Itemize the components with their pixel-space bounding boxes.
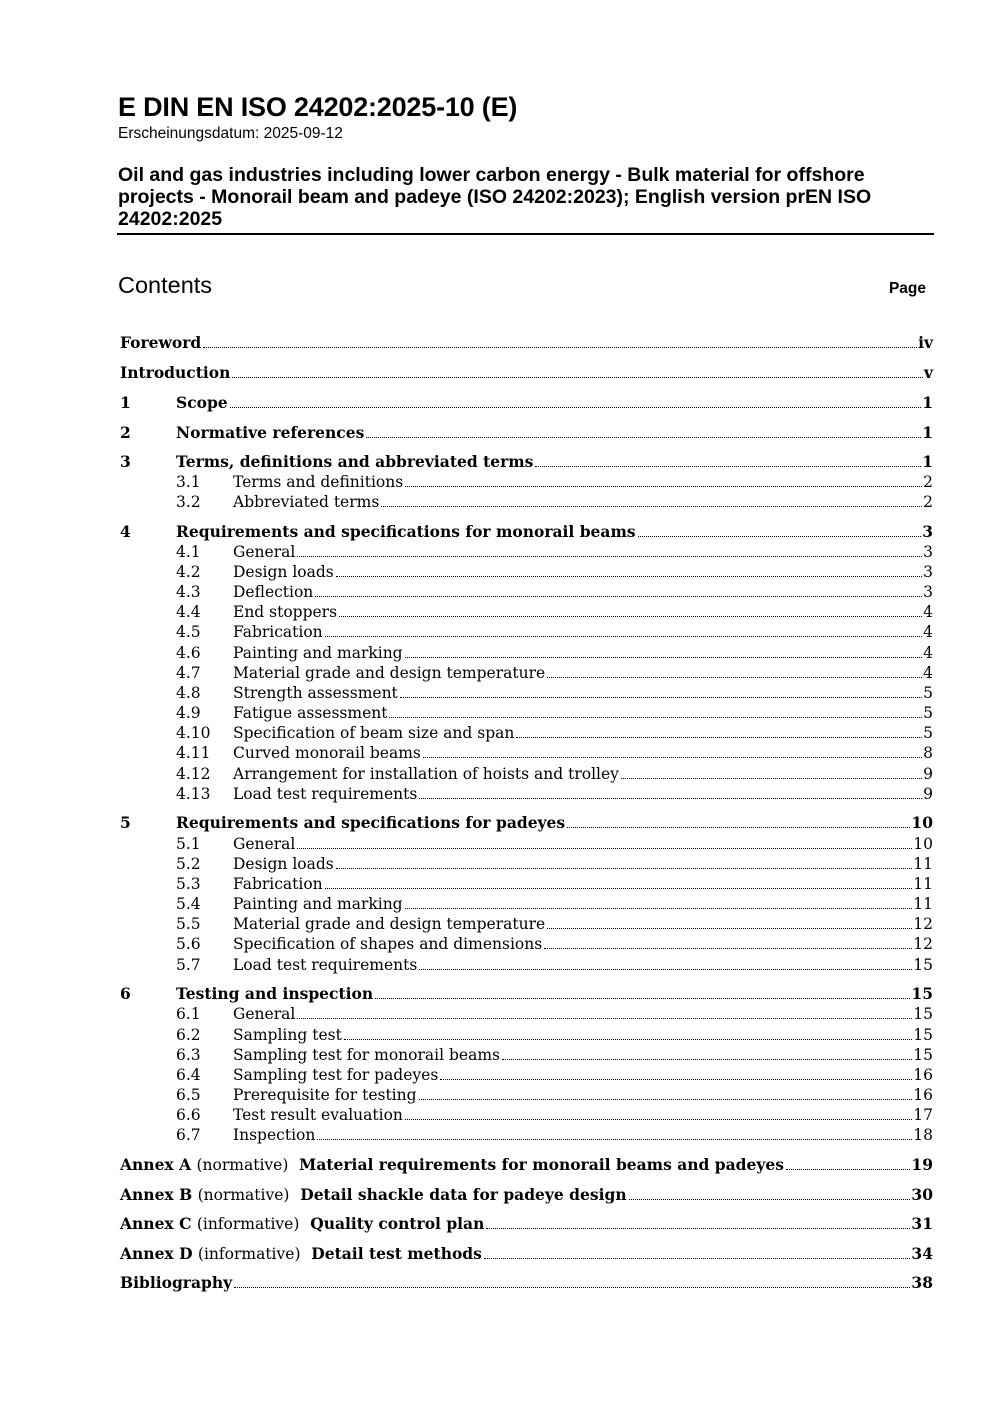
toc-entry-6[interactable] (120, 984, 933, 1004)
toc-entry-page: 4 (923, 644, 933, 662)
toc-entry-page: 16 (913, 1066, 933, 1084)
toc-entry-6-7[interactable] (176, 1125, 933, 1145)
toc-entry-number: 4 (120, 522, 131, 541)
toc-entry-4[interactable] (120, 522, 933, 542)
toc-entry-4-2[interactable] (176, 562, 933, 582)
dot-leader (297, 1018, 912, 1019)
toc-entry-6-2[interactable] (176, 1025, 933, 1045)
annex-type: (normative) (196, 1156, 289, 1174)
toc-entry-number: 4.11 (176, 744, 211, 762)
toc-entry-number: 4.8 (176, 684, 201, 702)
toc-entry-title: General (233, 543, 296, 561)
toc-entry-6-4[interactable] (176, 1065, 933, 1085)
toc-entry-page: 5 (923, 724, 933, 742)
toc-entry-number: 6.1 (176, 1005, 201, 1023)
toc-entry-title: Deflection (233, 583, 314, 601)
toc-entry-page: 16 (913, 1086, 933, 1104)
dot-leader (535, 466, 921, 467)
toc-entry-title: Terms and definitions (233, 473, 404, 491)
toc-entry-page: 38 (911, 1273, 933, 1292)
dot-leader (547, 677, 922, 678)
page-column-heading: Page (888, 280, 926, 297)
dot-leader (297, 556, 922, 557)
toc-entry-title: Requirements and specifications for padeyes (176, 813, 566, 832)
toc-entry-number: 5 (120, 813, 131, 832)
toc-entry-page: 18 (913, 1126, 933, 1144)
dot-leader (502, 1059, 912, 1060)
toc-entry-4-3[interactable] (176, 582, 933, 602)
toc-entry-number: 6.3 (176, 1046, 201, 1064)
toc-entry-title: Curved monorail beams (233, 744, 421, 762)
toc-entry-title: Design loads (233, 855, 334, 873)
toc-entry-title: Detail test methods (311, 1244, 482, 1263)
toc-entry-page: 30 (911, 1185, 933, 1204)
dot-leader (339, 616, 922, 617)
toc-entry-title: Inspection (233, 1126, 316, 1144)
toc-entry-5-5[interactable] (176, 914, 933, 934)
toc-entry-annex-d[interactable] (120, 1244, 933, 1264)
dot-leader (567, 827, 910, 828)
dot-leader (232, 377, 923, 378)
toc-entry-foreword[interactable] (120, 333, 933, 353)
toc-entry-title: Design loads (233, 563, 334, 581)
toc-entry-title: Fabrication (233, 623, 323, 641)
dot-leader (547, 928, 912, 929)
toc-entry-page: 2 (923, 473, 933, 491)
toc-entry-title: Prerequisite for testing (233, 1086, 417, 1104)
toc-entry-number: 4.4 (176, 603, 201, 621)
toc-entry-4-12[interactable] (176, 764, 933, 784)
toc-entry-title: Introduction (120, 363, 231, 382)
toc-entry-title: Scope (176, 393, 228, 412)
dot-leader (317, 1139, 912, 1140)
toc-entry-number: 3.1 (176, 473, 201, 491)
toc-entry-title: Load test requirements (233, 956, 418, 974)
toc-entry-4-13[interactable] (176, 784, 933, 804)
toc-entry-page: 34 (911, 1244, 933, 1263)
dot-leader (419, 798, 922, 799)
dot-leader (234, 1287, 910, 1288)
toc-entry-number: 6.2 (176, 1026, 201, 1044)
toc-entry-page: 15 (913, 956, 933, 974)
dot-leader (419, 1099, 913, 1100)
toc-entry-6-5[interactable] (176, 1085, 933, 1105)
toc-entry-number: 4.7 (176, 664, 201, 682)
dot-leader (486, 1228, 910, 1229)
contents-heading: Contents (118, 272, 213, 298)
toc-entry-4-5[interactable] (176, 622, 933, 642)
toc-entry-title: End stoppers (233, 603, 338, 621)
toc-entry-3-1[interactable] (176, 472, 933, 492)
toc-entry-page: 15 (913, 1026, 933, 1044)
toc-entry-number: 3 (120, 452, 131, 471)
toc-entry-number: 5.4 (176, 895, 201, 913)
toc-entry-page: 15 (913, 1005, 933, 1023)
toc-entry-page: 15 (913, 1046, 933, 1064)
dot-leader (638, 536, 922, 537)
toc-entry-page: 5 (923, 704, 933, 722)
toc-entry-page: 9 (923, 785, 933, 803)
toc-entry-title: Sampling test for padeyes (233, 1066, 439, 1084)
toc-entry-5-1[interactable] (176, 834, 933, 854)
toc-entry-page: 1 (922, 393, 933, 412)
toc-entry-number: 4.1 (176, 543, 201, 561)
toc-entry-title: General (233, 1005, 296, 1023)
toc-entry-4-10[interactable] (176, 723, 933, 743)
toc-entry-title: Testing and inspection (176, 984, 374, 1003)
annex-type: (informative) (196, 1215, 300, 1233)
toc-entry-5-4[interactable] (176, 894, 933, 914)
toc-entry-page: v (923, 363, 933, 382)
toc-entry-number: 6.7 (176, 1126, 201, 1144)
dot-leader (375, 998, 910, 999)
toc-entry-page: 4 (923, 603, 933, 621)
dot-leader (325, 888, 913, 889)
document-id: E DIN EN ISO 24202:2025-10 (E) (118, 92, 518, 122)
dot-leader (484, 1258, 911, 1259)
toc-entry-title: Quality control plan (310, 1214, 485, 1233)
toc-entry-page: 19 (911, 1155, 933, 1174)
toc-entry-number: 5.1 (176, 835, 201, 853)
dot-leader (381, 506, 922, 507)
toc-entry-number: 2 (120, 423, 131, 442)
dot-leader (389, 717, 922, 718)
dot-leader (366, 437, 921, 438)
toc-entry-5-2[interactable] (176, 854, 933, 874)
toc-entry-page: 5 (923, 684, 933, 702)
dot-leader (203, 347, 917, 348)
toc-entry-page: 3 (923, 543, 933, 561)
annex-type: (normative) (197, 1186, 290, 1204)
toc-entry-page: 8 (923, 744, 933, 762)
toc-entry-page: 11 (913, 855, 933, 873)
toc-entry-number: 5.3 (176, 875, 201, 893)
toc-entry-number: 6.5 (176, 1086, 201, 1104)
toc-entry-3-2[interactable] (176, 492, 933, 512)
toc-entry-3[interactable] (120, 452, 933, 472)
toc-entry-6-3[interactable] (176, 1045, 933, 1065)
toc-entry-page: 9 (923, 765, 933, 783)
toc-entry-4-1[interactable] (176, 542, 933, 562)
toc-entry-number: 4.2 (176, 563, 201, 581)
document-title: Oil and gas industries including lower carbon energy - Bulk material for offshore projects - Monorail beam and padeye (ISO 24202:2023); English version prEN ISO 24202:2025 (118, 164, 872, 230)
dot-leader (405, 486, 922, 487)
toc-entry-title: Material requirements for monorail beams and padeyes (299, 1155, 784, 1174)
annex-id: Annex A (120, 1155, 192, 1174)
dot-leader (405, 657, 923, 658)
toc-entry-page: 3 (923, 563, 933, 581)
toc-entry-page: 1 (922, 423, 933, 442)
toc-entry-number: 4.3 (176, 583, 201, 601)
toc-entry-title: Specification of shapes and dimensions (233, 935, 543, 953)
dot-leader (423, 757, 922, 758)
toc-entry-4-4[interactable] (176, 602, 933, 622)
toc-entry-5-6[interactable] (176, 934, 933, 954)
toc-entry-page: 10 (913, 835, 933, 853)
toc-entry-annex-b[interactable] (120, 1185, 933, 1205)
dot-leader (544, 948, 912, 949)
toc-entry-number: 6.4 (176, 1066, 201, 1084)
toc-entry-title: Detail shackle data for padeye design (300, 1185, 627, 1204)
toc-entry-4-8[interactable] (176, 683, 933, 703)
toc-entry-1[interactable] (120, 393, 933, 413)
toc-entry-title: General (233, 835, 296, 853)
dot-leader (400, 697, 922, 698)
toc-entry-2[interactable] (120, 423, 933, 443)
toc-entry-page: 12 (913, 915, 933, 933)
toc-entry-number: 6 (120, 984, 131, 1003)
toc-entry-4-7[interactable] (176, 663, 933, 683)
annex-id: Annex B (120, 1185, 193, 1204)
toc-entry-page: 31 (911, 1214, 933, 1233)
dot-leader (516, 737, 922, 738)
toc-entry-5[interactable] (120, 813, 933, 833)
toc-entry-title: Fabrication (233, 875, 323, 893)
toc-entry-title: Foreword (120, 333, 202, 352)
dot-leader (336, 576, 922, 577)
dot-leader (629, 1199, 911, 1200)
toc-entry-6-6[interactable] (176, 1105, 933, 1125)
toc-entry-page: 3 (922, 522, 933, 541)
toc-entry-4-6[interactable] (176, 643, 933, 663)
dot-leader (419, 969, 912, 970)
toc-entry-page: 4 (923, 664, 933, 682)
toc-entry-title: Painting and marking (233, 895, 403, 913)
toc-entry-title: Fatigue assessment (233, 704, 388, 722)
toc-entry-number: 4.12 (176, 765, 211, 783)
toc-entry-6-1[interactable] (176, 1004, 933, 1024)
toc-entry-number: 4.10 (176, 724, 211, 742)
dot-leader (325, 636, 922, 637)
toc-entry-title: Test result evaluation (233, 1106, 403, 1124)
toc-entry-title: Painting and marking (233, 644, 403, 662)
toc-entry-page: 11 (913, 895, 933, 913)
dot-leader (344, 1039, 912, 1040)
toc-entry-number: 3.2 (176, 493, 201, 511)
dot-leader (336, 868, 913, 869)
toc-entry-page: 4 (923, 623, 933, 641)
toc-entry-annex-a[interactable] (120, 1155, 933, 1175)
toc-entry-bibliography[interactable] (120, 1273, 933, 1293)
toc-entry-introduction[interactable] (120, 363, 933, 383)
annex-id: Annex D (120, 1244, 193, 1263)
toc-entry-title: Bibliography (120, 1273, 233, 1292)
toc-entry-title: Specification of beam size and span (233, 724, 515, 742)
toc-entry-page: 15 (911, 984, 933, 1003)
toc-entry-page: 11 (913, 875, 933, 893)
toc-entry-title: Normative references (176, 423, 365, 442)
toc-entry-number: 5.2 (176, 855, 201, 873)
dot-leader (405, 1119, 912, 1120)
toc-entry-number: 5.6 (176, 935, 201, 953)
dot-leader (297, 848, 912, 849)
toc-entry-4-11[interactable] (176, 743, 933, 763)
toc-entry-page: 2 (923, 493, 933, 511)
toc-entry-title: Requirements and specifications for monorail beams (176, 522, 636, 541)
toc-entry-number: 1 (120, 393, 131, 412)
toc-entry-page: 10 (911, 813, 933, 832)
toc-entry-page: iv (918, 333, 933, 352)
toc-entry-title: Strength assessment (233, 684, 398, 702)
toc-entry-page: 17 (913, 1106, 933, 1124)
publication-date: Erscheinungsdatum: 2025-09-12 (118, 125, 343, 142)
toc-entry-5-7[interactable] (176, 955, 933, 975)
toc-entry-number: 5.7 (176, 956, 201, 974)
toc-entry-title: Material grade and design temperature (233, 664, 546, 682)
toc-entry-title: Material grade and design temperature (233, 915, 546, 933)
toc-entry-number: 4.9 (176, 704, 201, 722)
dot-leader (440, 1079, 912, 1080)
toc-entry-page: 12 (913, 935, 933, 953)
toc-entry-number: 6.6 (176, 1106, 201, 1124)
annex-id: Annex C (120, 1214, 192, 1233)
annex-type: (informative) (197, 1245, 301, 1263)
toc-entry-page: 1 (922, 452, 933, 471)
toc-entry-title: Sampling test for monorail beams (233, 1046, 500, 1064)
dot-leader (405, 908, 913, 909)
dot-leader (786, 1169, 910, 1170)
dot-leader (621, 778, 922, 779)
dot-leader (315, 596, 922, 597)
toc-entry-number: 5.5 (176, 915, 201, 933)
toc-entry-4-9[interactable] (176, 703, 933, 723)
toc-entry-number: 4.6 (176, 644, 201, 662)
title-rule (117, 233, 934, 235)
toc-entry-title: Terms, definitions and abbreviated terms (176, 452, 534, 471)
toc-entry-number: 4.13 (176, 785, 211, 803)
toc-entry-title: Load test requirements (233, 785, 418, 803)
toc-entry-annex-c[interactable] (120, 1214, 933, 1234)
toc-entry-5-3[interactable] (176, 874, 933, 894)
toc-entry-title: Abbreviated terms (233, 493, 380, 511)
toc-entry-title: Sampling test (233, 1026, 342, 1044)
toc-entry-title: Arrangement for installation of hoists and trolley (233, 765, 619, 783)
dot-leader (230, 407, 922, 408)
toc-entry-number: 4.5 (176, 623, 201, 641)
toc-entry-page: 3 (923, 583, 933, 601)
